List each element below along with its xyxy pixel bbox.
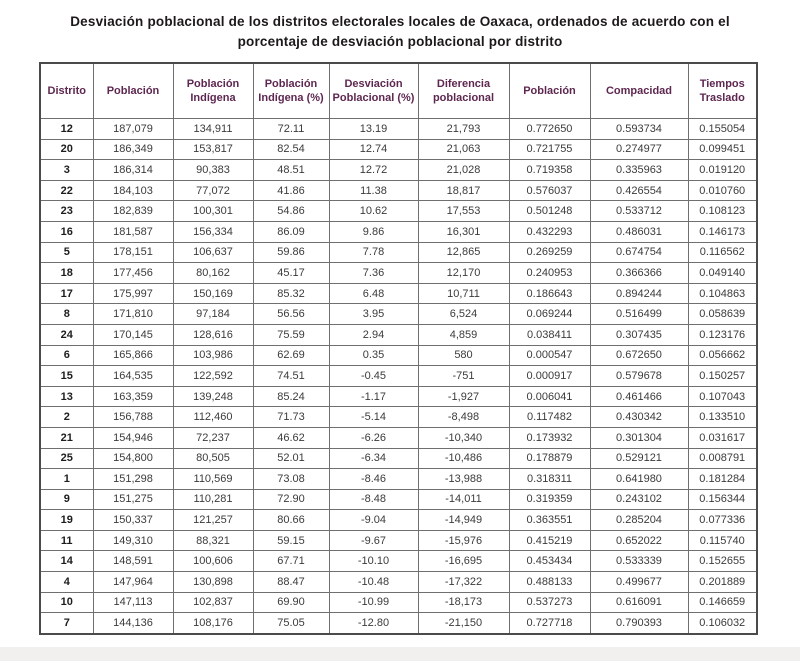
table-cell: 153,817 — [173, 139, 253, 160]
table-cell: -14,011 — [418, 489, 509, 510]
district-cell: 24 — [40, 324, 93, 345]
table-cell: 0.719358 — [509, 160, 590, 181]
table-cell: 4,859 — [418, 324, 509, 345]
table-cell: 75.59 — [253, 324, 329, 345]
table-cell: 0.486031 — [590, 221, 688, 242]
table-cell: 18,817 — [418, 180, 509, 201]
table-row — [40, 386, 757, 407]
table-cell: 147,113 — [93, 592, 173, 613]
table-cell: 0.461466 — [590, 386, 688, 407]
table-cell: -18,173 — [418, 592, 509, 613]
table-row — [40, 324, 757, 345]
table-cell: 0.117482 — [509, 407, 590, 428]
table-row — [40, 572, 757, 593]
column-header-desviacion-poblacional-pct: Desviación Poblacional (%) — [329, 63, 418, 119]
column-header-poblacion-indigena-pct: Población Indígena (%) — [253, 63, 329, 119]
table-cell: 9.86 — [329, 221, 418, 242]
table-row — [40, 139, 757, 160]
table-cell: 156,334 — [173, 221, 253, 242]
table-row — [40, 551, 757, 572]
table-cell: 147,964 — [93, 572, 173, 593]
table-cell: 110,569 — [173, 469, 253, 490]
table-cell: 88.47 — [253, 572, 329, 593]
table-cell: 134,911 — [173, 119, 253, 140]
table-cell: 184,103 — [93, 180, 173, 201]
column-header-poblacion-indigena: Población Indígena — [173, 63, 253, 119]
table-cell: 0.108123 — [688, 201, 757, 222]
table-row — [40, 304, 757, 325]
district-cell: 25 — [40, 448, 93, 469]
table-cell: -10.10 — [329, 551, 418, 572]
table-cell: -6.34 — [329, 448, 418, 469]
table-cell: 164,535 — [93, 366, 173, 387]
table-cell: 80,505 — [173, 448, 253, 469]
table-cell: 75.05 — [253, 613, 329, 634]
table-cell: 0.116562 — [688, 242, 757, 263]
table-cell: 0.000917 — [509, 366, 590, 387]
table-cell: 80,162 — [173, 263, 253, 284]
table-cell: 0.019120 — [688, 160, 757, 181]
table-cell: 0.274977 — [590, 139, 688, 160]
table-cell: 88,321 — [173, 530, 253, 551]
table-cell: 148,591 — [93, 551, 173, 572]
table-cell: -6.26 — [329, 427, 418, 448]
table-cell: 12,170 — [418, 263, 509, 284]
table-cell: 56.56 — [253, 304, 329, 325]
table-cell: -5.14 — [329, 407, 418, 428]
table-row — [40, 448, 757, 469]
table-row — [40, 345, 757, 366]
table-cell: 71.73 — [253, 407, 329, 428]
table-cell: 0.240953 — [509, 263, 590, 284]
table-cell: 0.533339 — [590, 551, 688, 572]
table-cell: 0.672650 — [590, 345, 688, 366]
district-cell: 22 — [40, 180, 93, 201]
district-cell: 20 — [40, 139, 93, 160]
table-cell: 171,810 — [93, 304, 173, 325]
table-cell: 0.285204 — [590, 510, 688, 531]
table-cell: -8.46 — [329, 469, 418, 490]
table-cell: 0.537273 — [509, 592, 590, 613]
table-cell: 0.772650 — [509, 119, 590, 140]
table-row — [40, 427, 757, 448]
district-cell: 9 — [40, 489, 93, 510]
table-cell: -0.45 — [329, 366, 418, 387]
table-cell: 0.516499 — [590, 304, 688, 325]
table-cell: 48.51 — [253, 160, 329, 181]
table-cell: 0.104863 — [688, 283, 757, 304]
table-cell: 6.48 — [329, 283, 418, 304]
table-cell: -751 — [418, 366, 509, 387]
table-cell: 59.86 — [253, 242, 329, 263]
table-cell: 0.426554 — [590, 180, 688, 201]
table-cell: 0.201889 — [688, 572, 757, 593]
table-cell: 0.181284 — [688, 469, 757, 490]
table-cell: 0.721755 — [509, 139, 590, 160]
table-row — [40, 283, 757, 304]
table-cell: 0.318311 — [509, 469, 590, 490]
column-header-distrito: Distrito — [40, 63, 93, 119]
table-cell: 0.099451 — [688, 139, 757, 160]
table-cell: 100,301 — [173, 201, 253, 222]
table-cell: 121,257 — [173, 510, 253, 531]
table-cell: 21,063 — [418, 139, 509, 160]
table-cell: 80.66 — [253, 510, 329, 531]
table-cell: 72.11 — [253, 119, 329, 140]
table-cell: 186,314 — [93, 160, 173, 181]
district-cell: 1 — [40, 469, 93, 490]
table-cell: 73.08 — [253, 469, 329, 490]
table-cell: -10.48 — [329, 572, 418, 593]
table-cell: 97,184 — [173, 304, 253, 325]
district-cell: 14 — [40, 551, 93, 572]
table-cell: 0.335963 — [590, 160, 688, 181]
population-deviation-table — [39, 62, 758, 635]
district-cell: 10 — [40, 592, 93, 613]
table-cell: 181,587 — [93, 221, 173, 242]
table-row — [40, 510, 757, 531]
table-row — [40, 180, 757, 201]
table-cell: 86.09 — [253, 221, 329, 242]
table-cell: 110,281 — [173, 489, 253, 510]
district-cell: 21 — [40, 427, 93, 448]
table-cell: 0.415219 — [509, 530, 590, 551]
table-cell: 0.038411 — [509, 324, 590, 345]
table-cell: 128,616 — [173, 324, 253, 345]
table-cell: 151,298 — [93, 469, 173, 490]
table-cell: 0.069244 — [509, 304, 590, 325]
table-cell: 0.058639 — [688, 304, 757, 325]
table-cell: 0.010760 — [688, 180, 757, 201]
table-cell: 187,079 — [93, 119, 173, 140]
table-cell: 154,800 — [93, 448, 173, 469]
table-cell: 0.576037 — [509, 180, 590, 201]
table-cell: -9.04 — [329, 510, 418, 531]
table-cell: 82.54 — [253, 139, 329, 160]
table-row — [40, 201, 757, 222]
table-cell: 0.150257 — [688, 366, 757, 387]
table-cell: 0.123176 — [688, 324, 757, 345]
table-cell: 112,460 — [173, 407, 253, 428]
table-cell: -1.17 — [329, 386, 418, 407]
table-cell: -15,976 — [418, 530, 509, 551]
table-cell: 139,248 — [173, 386, 253, 407]
table-cell: 62.69 — [253, 345, 329, 366]
table-cell: 0.529121 — [590, 448, 688, 469]
table-cell: 52.01 — [253, 448, 329, 469]
table-cell: -17,322 — [418, 572, 509, 593]
table-cell: 41.86 — [253, 180, 329, 201]
table-cell: 10,711 — [418, 283, 509, 304]
table-cell: 0.319359 — [509, 489, 590, 510]
table-cell: 0.652022 — [590, 530, 688, 551]
column-header-compacidad: Compacidad — [590, 63, 688, 119]
table-cell: 0.430342 — [590, 407, 688, 428]
district-cell: 17 — [40, 283, 93, 304]
table-cell: 100,606 — [173, 551, 253, 572]
district-cell: 3 — [40, 160, 93, 181]
table-cell: 102,837 — [173, 592, 253, 613]
table-cell: 69.90 — [253, 592, 329, 613]
district-cell: 6 — [40, 345, 93, 366]
table-row — [40, 489, 757, 510]
table-cell: 0.366366 — [590, 263, 688, 284]
district-cell: 16 — [40, 221, 93, 242]
table-cell: -9.67 — [329, 530, 418, 551]
table-cell: -10,486 — [418, 448, 509, 469]
table-row — [40, 407, 757, 428]
table-cell: -16,695 — [418, 551, 509, 572]
table-cell: 0.488133 — [509, 572, 590, 593]
table-cell: 7.36 — [329, 263, 418, 284]
district-cell: 8 — [40, 304, 93, 325]
table-cell: 0.307435 — [590, 324, 688, 345]
table-cell: 12.72 — [329, 160, 418, 181]
table-body — [40, 119, 757, 634]
table-cell: 0.146659 — [688, 592, 757, 613]
table-cell: 186,349 — [93, 139, 173, 160]
header-row — [40, 63, 757, 119]
table-cell: 144,136 — [93, 613, 173, 634]
table-cell: 0.499677 — [590, 572, 688, 593]
table-cell: -10,340 — [418, 427, 509, 448]
table-cell: 90,383 — [173, 160, 253, 181]
table-cell: 0.579678 — [590, 366, 688, 387]
table-cell: 0.008791 — [688, 448, 757, 469]
table-cell: -13,988 — [418, 469, 509, 490]
table-row — [40, 221, 757, 242]
table-cell: 0.156344 — [688, 489, 757, 510]
table-cell: 17,553 — [418, 201, 509, 222]
district-cell: 2 — [40, 407, 93, 428]
table-cell: 130,898 — [173, 572, 253, 593]
table-cell: 0.115740 — [688, 530, 757, 551]
table-cell: 154,946 — [93, 427, 173, 448]
table-cell: 0.641980 — [590, 469, 688, 490]
table-row — [40, 469, 757, 490]
district-cell: 23 — [40, 201, 93, 222]
table-cell: 6,524 — [418, 304, 509, 325]
column-header-diferencia-poblacional: Diferencia poblacional — [418, 63, 509, 119]
table-cell: 182,839 — [93, 201, 173, 222]
page-title: Desviación poblacional de los distritos electorales locales de Oaxaca, ordenados de acuerdo con el porcentaje de desviación poblacional por distrito — [70, 14, 730, 50]
table-cell: 0.501248 — [509, 201, 590, 222]
table-cell: 10.62 — [329, 201, 418, 222]
table-row — [40, 366, 757, 387]
district-cell: 4 — [40, 572, 93, 593]
table-cell: 0.616091 — [590, 592, 688, 613]
table-cell: 0.133510 — [688, 407, 757, 428]
table-row — [40, 592, 757, 613]
table-cell: 0.146173 — [688, 221, 757, 242]
table-cell: 0.031617 — [688, 427, 757, 448]
table-cell: 0.006041 — [509, 386, 590, 407]
table-cell: 0.894244 — [590, 283, 688, 304]
table-cell: 580 — [418, 345, 509, 366]
table-cell: 45.17 — [253, 263, 329, 284]
table-cell: 0.186643 — [509, 283, 590, 304]
table-cell: 0.243102 — [590, 489, 688, 510]
table-cell: -12.80 — [329, 613, 418, 634]
table-cell: -14,949 — [418, 510, 509, 531]
table-cell: 2.94 — [329, 324, 418, 345]
table-cell: 0.152655 — [688, 551, 757, 572]
district-cell: 12 — [40, 119, 93, 140]
column-header-poblacion-2: Población — [509, 63, 590, 119]
table-cell: 0.301304 — [590, 427, 688, 448]
table-cell: 0.178879 — [509, 448, 590, 469]
district-cell: 15 — [40, 366, 93, 387]
district-cell: 7 — [40, 613, 93, 634]
table-cell: 156,788 — [93, 407, 173, 428]
table-cell: -8.48 — [329, 489, 418, 510]
table-cell: 0.106032 — [688, 613, 757, 634]
table-cell: 108,176 — [173, 613, 253, 634]
table-cell: 0.155054 — [688, 119, 757, 140]
table-row — [40, 242, 757, 263]
table-cell: 59.15 — [253, 530, 329, 551]
table-cell: 122,592 — [173, 366, 253, 387]
district-cell: 19 — [40, 510, 93, 531]
table-cell: 13.19 — [329, 119, 418, 140]
district-cell: 13 — [40, 386, 93, 407]
table-cell: 0.269259 — [509, 242, 590, 263]
table-cell: 85.32 — [253, 283, 329, 304]
table-cell: -21,150 — [418, 613, 509, 634]
table-cell: 149,310 — [93, 530, 173, 551]
column-header-tiempos-traslado: Tiempos Traslado — [688, 63, 757, 119]
table-cell: 21,793 — [418, 119, 509, 140]
table-cell: 0.173932 — [509, 427, 590, 448]
table-cell: 175,997 — [93, 283, 173, 304]
table-cell: 0.056662 — [688, 345, 757, 366]
table-cell: 77,072 — [173, 180, 253, 201]
table-cell: 0.790393 — [590, 613, 688, 634]
table-cell: 0.533712 — [590, 201, 688, 222]
table-cell: 0.674754 — [590, 242, 688, 263]
district-cell: 18 — [40, 263, 93, 284]
table-header — [40, 63, 757, 119]
table-cell: 0.727718 — [509, 613, 590, 634]
table-cell: 103,986 — [173, 345, 253, 366]
table-cell: 72.90 — [253, 489, 329, 510]
table-cell: 54.86 — [253, 201, 329, 222]
column-header-poblacion: Población — [93, 63, 173, 119]
table-cell: 150,169 — [173, 283, 253, 304]
table-cell: 0.35 — [329, 345, 418, 366]
table-cell: 163,359 — [93, 386, 173, 407]
table-cell: 12,865 — [418, 242, 509, 263]
table-cell: -10.99 — [329, 592, 418, 613]
table-cell: 0.432293 — [509, 221, 590, 242]
table-cell: -8,498 — [418, 407, 509, 428]
table-cell: 178,151 — [93, 242, 173, 263]
table-row — [40, 530, 757, 551]
table-row — [40, 160, 757, 181]
table-cell: 16,301 — [418, 221, 509, 242]
table-cell: 106,637 — [173, 242, 253, 263]
table-cell: 72,237 — [173, 427, 253, 448]
table-cell: 3.95 — [329, 304, 418, 325]
table-cell: 7.78 — [329, 242, 418, 263]
table-cell: 0.363551 — [509, 510, 590, 531]
table-cell: 165,866 — [93, 345, 173, 366]
table-row — [40, 613, 757, 634]
table-cell: 0.107043 — [688, 386, 757, 407]
table-row — [40, 119, 757, 140]
table-cell: 0.453434 — [509, 551, 590, 572]
table-cell: 150,337 — [93, 510, 173, 531]
table-cell: 74.51 — [253, 366, 329, 387]
table-cell: 21,028 — [418, 160, 509, 181]
table-cell: 151,275 — [93, 489, 173, 510]
table-cell: 0.593734 — [590, 119, 688, 140]
table-cell: 0.077336 — [688, 510, 757, 531]
table-cell: 11.38 — [329, 180, 418, 201]
table-cell: 85.24 — [253, 386, 329, 407]
table-row — [40, 263, 757, 284]
table-cell: 67.71 — [253, 551, 329, 572]
table-cell: 170,145 — [93, 324, 173, 345]
table-cell: -1,927 — [418, 386, 509, 407]
table-cell: 0.049140 — [688, 263, 757, 284]
table-cell: 0.000547 — [509, 345, 590, 366]
district-cell: 11 — [40, 530, 93, 551]
table-cell: 12.74 — [329, 139, 418, 160]
table-cell: 177,456 — [93, 263, 173, 284]
district-cell: 5 — [40, 242, 93, 263]
page-bottom-band — [0, 647, 800, 661]
table-cell: 46.62 — [253, 427, 329, 448]
